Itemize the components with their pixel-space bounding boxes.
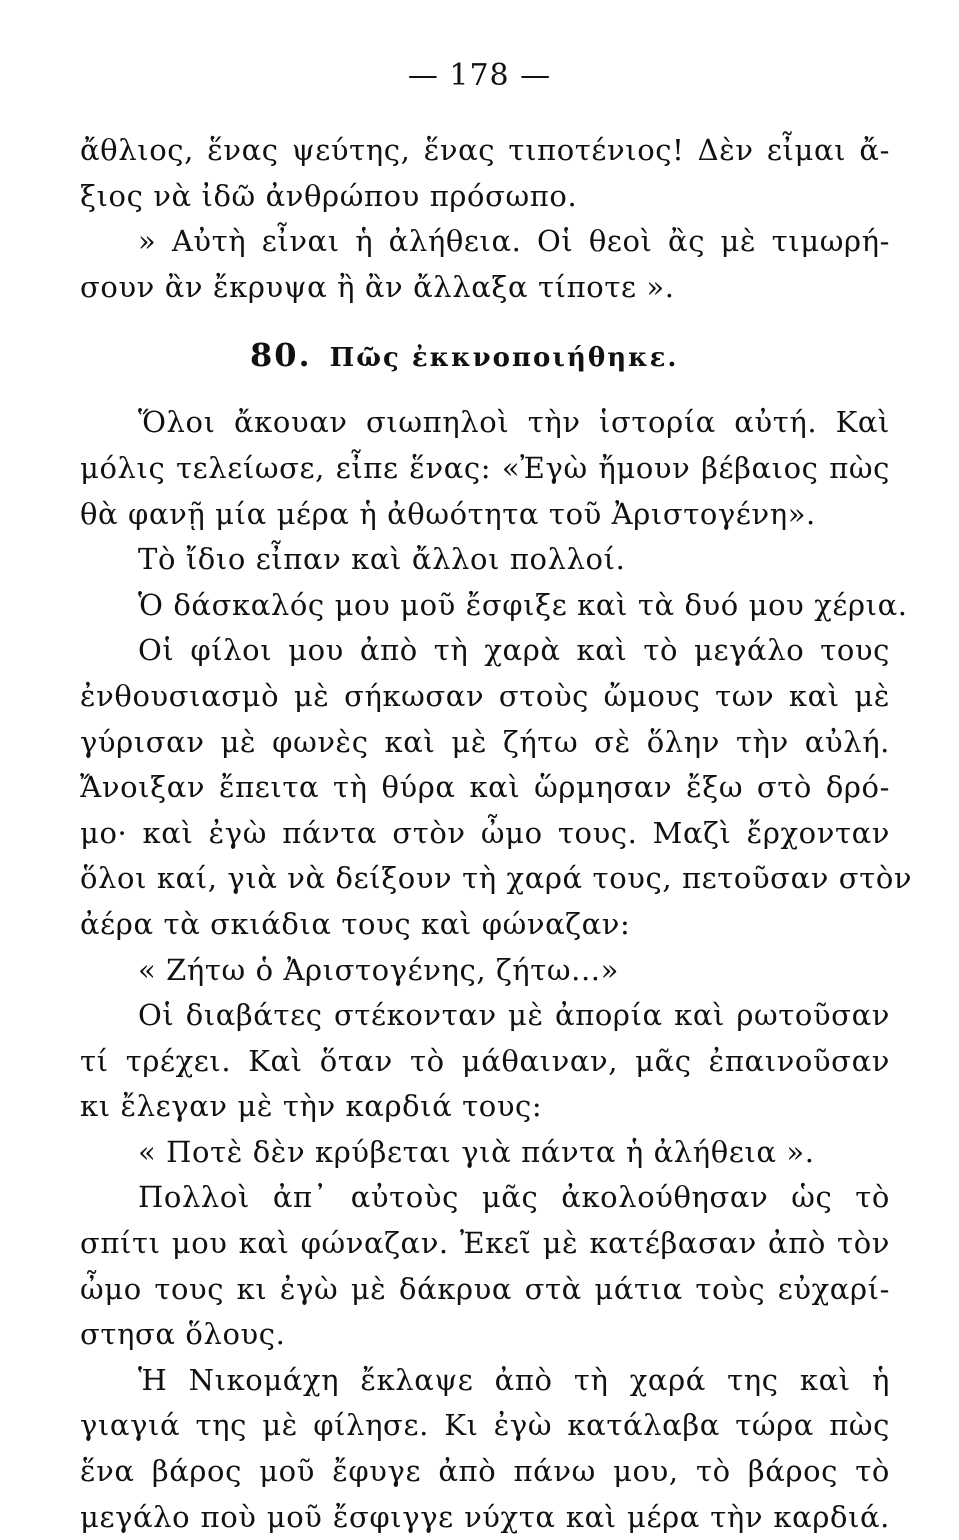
text-line: σπίτι μου καὶ φώναζαν. Ἐκεῖ μὲ κατέβασαν ἀπὸ τὸν [80,1226,890,1261]
text-line: τί τρέχει. Καὶ ὅταν τὸ μάθαιναν, μᾶς ἐπαινοῦσαν [80,1043,890,1078]
text-line: Οἱ διαβάτες στέκονταν μὲ ἀπορία καὶ ρωτοῦσαν [138,998,890,1033]
text-line: ἀέρα τὰ σκιάδια τους καὶ φώναζαν: [80,906,631,941]
section-title: Πῶς ἐκκνοποιήθηκε. [329,343,679,374]
text-line: ὅλοι καί, γιὰ νὰ δείξουν τὴ χαρά τους, πετοῦσαν στὸν [80,861,913,896]
text-line: Ἡ Νικομάχη ἔκλαψε ἀπὸ τὴ χαρά της καὶ ἡ [138,1362,890,1397]
text-line: ἕνα βάρος μοῦ ἔφυγε ἀπὸ πάνω μου, τὸ βάρος τὸ [80,1454,890,1489]
text-line: ἄθλιος, ἕνας ψεύτης, ἕνας τιποτένιος! Δὲν εἶμαι ἄ- [80,133,890,167]
text-line: « Ζήτω ὁ Ἀριστογένης, ζήτω...» [138,952,619,987]
text-line: » Αὐτὴ εἶναι ἡ ἀλήθεια. Οἱ θεοὶ ἂς μὲ τιμωρή- [138,224,890,259]
section-heading [80,310,890,400]
text-line: ὦμο τους κι ἐγὼ μὲ δάκρυα στὰ μάτια τοὺς εὐχαρί- [80,1271,890,1306]
paragraphs-after-heading [80,400,913,1540]
text-line: Πολλοὶ ἀπ᾿ αὐτοὺς μᾶς ἀκολούθησαν ὡς τὸ [138,1180,890,1215]
text-line: Ἄνοιξαν ἔπειτα τὴ θύρα καὶ ὥρμησαν ἔξω στὸ δρό- [80,770,890,805]
text-line: θὰ φανῇ μία μέρα ἡ ἀθωότητα τοῦ Ἀριστογένη». [80,496,816,531]
text-line: γιαγιά της μὲ φίλησε. Κι ἐγὼ κατάλαβα τώρα πὼς [80,1408,890,1443]
page-number: — 178 — [407,58,552,93]
text-line: Ὁ δάσκαλός μου μοῦ ἔσφιξε καὶ τὰ δυό μου χέρια. [138,587,908,622]
text-line: Οἱ φίλοι μου ἀπὸ τὴ χαρὰ καὶ τὸ μεγάλο τους [138,633,890,668]
text-line: Ὅλοι ἄκουαν σιωπηλοὶ τὴν ἱστορία αὐτή. Καὶ [138,405,890,440]
section-number: 80. [250,336,312,375]
text-line: σουν ἂν ἔκρυψα ἢ ἂν ἄλλαξα τίποτε ». [80,269,675,304]
text-line: στησα ὅλους. [80,1317,286,1352]
text-line: « Ποτὲ δὲν κρύβεται γιὰ πάντα ἡ ἀλήθεια ». [138,1134,815,1169]
text-line: μο· καὶ ἐγὼ πάντα στὸν ὦμο τους. Μαζὶ ἔρχονταν [80,815,890,850]
text-line: Τὸ ἴδιο εἶπαν καὶ ἄλλοι πολλοί. [138,542,626,577]
text-line: ξιος νὰ ἰδῶ ἀνθρώπου πρόσωπο. [80,178,578,213]
text-line: κι ἔλεγαν μὲ τὴν καρδιά τους: [80,1089,543,1124]
text-line: ἐνθουσιασμὸ μὲ σήκωσαν στοὺς ὤμους των καὶ μὲ [80,678,890,713]
paragraphs-before-heading [80,128,890,310]
text-line: γύρισαν μὲ φωνὲς καὶ μὲ ζήτω σὲ ὅλην τὴν αὐλή. [80,724,890,759]
text-line: μόλις τελείωσε, εἶπε ἕνας: «Ἐγὼ ἤμουν βέβαιος πὼς [80,450,890,485]
text-line: μεγάλο ποὺ μοῦ ἔσφιγγε νύχτα καὶ μέρα τὴν καρδιά. [80,1499,890,1534]
body-text [80,128,913,1540]
